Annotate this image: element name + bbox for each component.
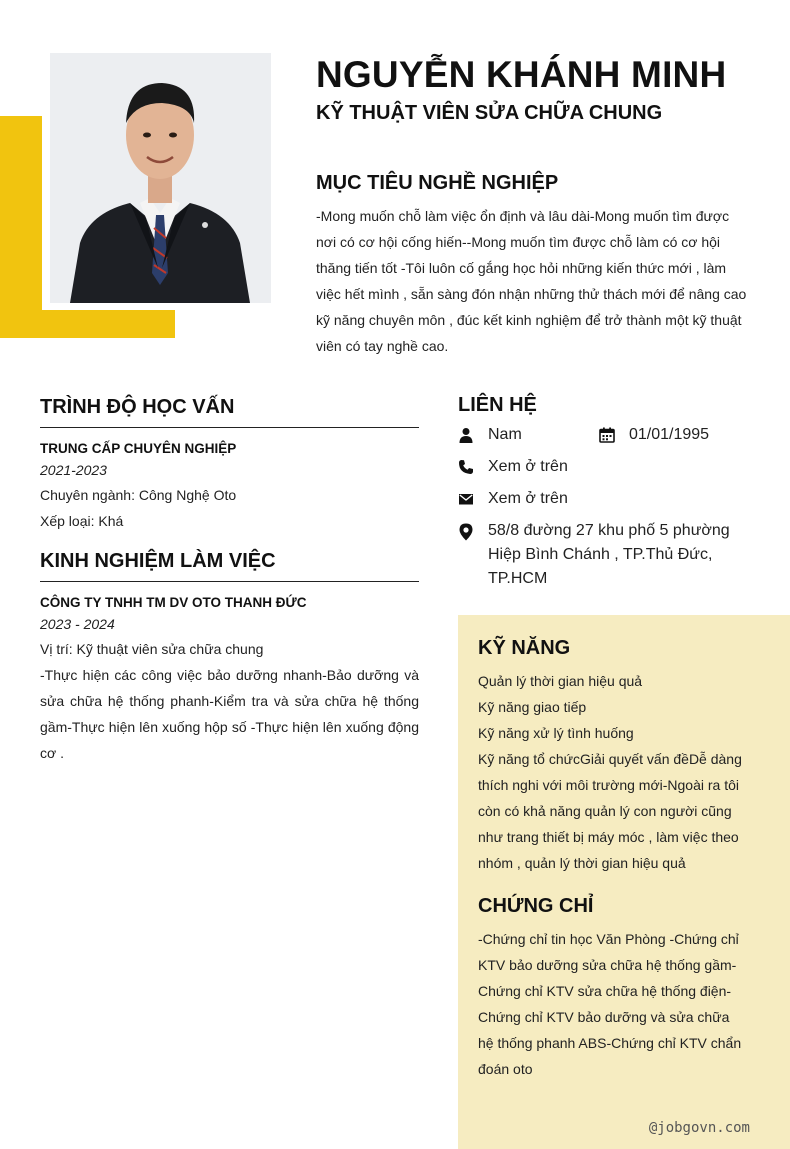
certificates-section	[478, 895, 748, 1082]
skill-item: Kỹ năng tổ chứcGiải quyết vấn đềDễ dàng thích nghi với môi trường mới-Ngoài ra tôi còn có khả năng quản lý con người cũng như trang thiết bị máy móc , làm việc theo nhóm , quản lý thời gian hiệu quả	[478, 751, 742, 871]
contact-gender-row	[458, 423, 758, 447]
contact-address: 58/8 đường 27 khu phố 5 phường Hiệp Bình Chánh , TP.Thủ Đức, TP.HCM	[488, 522, 730, 587]
experience-title: KINH NGHIỆM LÀM VIỆC	[40, 550, 276, 572]
accent-bar-vertical	[0, 116, 42, 338]
envelope-icon	[458, 491, 474, 507]
education-period: 2021-2023	[40, 462, 107, 478]
objective-text: -Mong muốn chỗ làm việc ổn định và lâu dài-Mong muốn tìm được nơi có cơ hội cống hiến--Mong muốn tìm được chỗ làm có cơ hội thăng tiến tốt -Tôi luôn cố gắng học hỏi những kiến thức mới , làm việc hết mình , sẵn sàng đón nhận những thử thách mới để nâng cao kỹ năng chuyên môn , đúc kết kinh nghiệm để trở thành một kỹ thuật viên có tay nghề cao.	[316, 208, 747, 354]
person-icon	[458, 427, 474, 443]
experience-divider	[40, 581, 419, 582]
experience-company: CÔNG TY TNHH TM DV OTO THANH ĐỨC	[40, 595, 307, 610]
education-school: TRUNG CẤP CHUYÊN NGHIỆP	[40, 441, 237, 456]
calendar-icon	[599, 427, 615, 443]
contact-email-row	[458, 487, 758, 511]
objective-title: MỤC TIÊU NGHỀ NGHIỆP	[316, 172, 559, 194]
contact-title: LIÊN HỆ	[458, 394, 537, 416]
skills-panel	[458, 615, 790, 1149]
education-grade: Xếp loại: Khá	[40, 513, 124, 529]
certificates-title: CHỨNG CHỈ	[478, 895, 594, 917]
skill-item: Quản lý thời gian hiệu quả	[478, 673, 643, 689]
contact-phone-row	[458, 455, 758, 479]
education-title: TRÌNH ĐỘ HỌC VẤN	[40, 396, 235, 418]
skill-item: Kỹ năng xử lý tình huống	[478, 725, 634, 741]
education-major: Chuyên ngành: Công Nghệ Oto	[40, 487, 237, 503]
experience-section	[40, 550, 419, 766]
profile-photo	[50, 53, 271, 303]
contact-gender: Nam	[488, 426, 522, 443]
experience-period: 2023 - 2024	[40, 616, 115, 632]
phone-icon	[458, 459, 474, 475]
experience-description: -Thực hiện các công việc bảo dưỡng nhanh-Bảo dưỡng và sửa chữa hệ thống phanh-Kiểm tra và sửa chữa hệ thống gầm-Thực hiện lên xuống hộp số -Thực hiện lên xuống động cơ .	[40, 667, 419, 761]
skills-title: KỸ NĂNG	[478, 637, 571, 659]
contact-birthdate-group	[599, 423, 709, 447]
contact-birthdate: 01/01/1995	[629, 426, 710, 443]
candidate-name: NGUYỄN KHÁNH MINH	[316, 54, 727, 95]
education-section	[40, 396, 419, 534]
contact-address-row	[458, 519, 758, 591]
contact-phone: Xem ở trên	[488, 458, 568, 475]
job-title: KỸ THUẬT VIÊN SỬA CHỮA CHUNG	[316, 102, 663, 124]
experience-position: Vị trí: Kỹ thuật viên sửa chữa chung	[40, 641, 264, 657]
objective-section	[316, 172, 752, 359]
left-column	[40, 396, 419, 766]
contact-section	[458, 394, 758, 599]
certificates-text: -Chứng chỉ tin học Văn Phòng -Chứng chỉ KTV bảo dưỡng sửa chữa hệ thống gầm-Chứng chỉ KTV sửa chữa hệ thống điện-Chứng chỉ KTV bảo dưỡng và sửa chữa hệ thống phanh ABS-Chứng chỉ KTV chẩn đoán oto	[478, 931, 742, 1077]
accent-bar-horizontal	[0, 310, 175, 338]
contact-email: Xem ở trên	[488, 490, 568, 507]
skill-item: Kỹ năng giao tiếp	[478, 699, 587, 715]
education-divider	[40, 427, 419, 428]
watermark: @jobgovn.com	[648, 1120, 750, 1136]
skills-section	[478, 637, 748, 876]
location-pin-icon	[458, 523, 474, 539]
